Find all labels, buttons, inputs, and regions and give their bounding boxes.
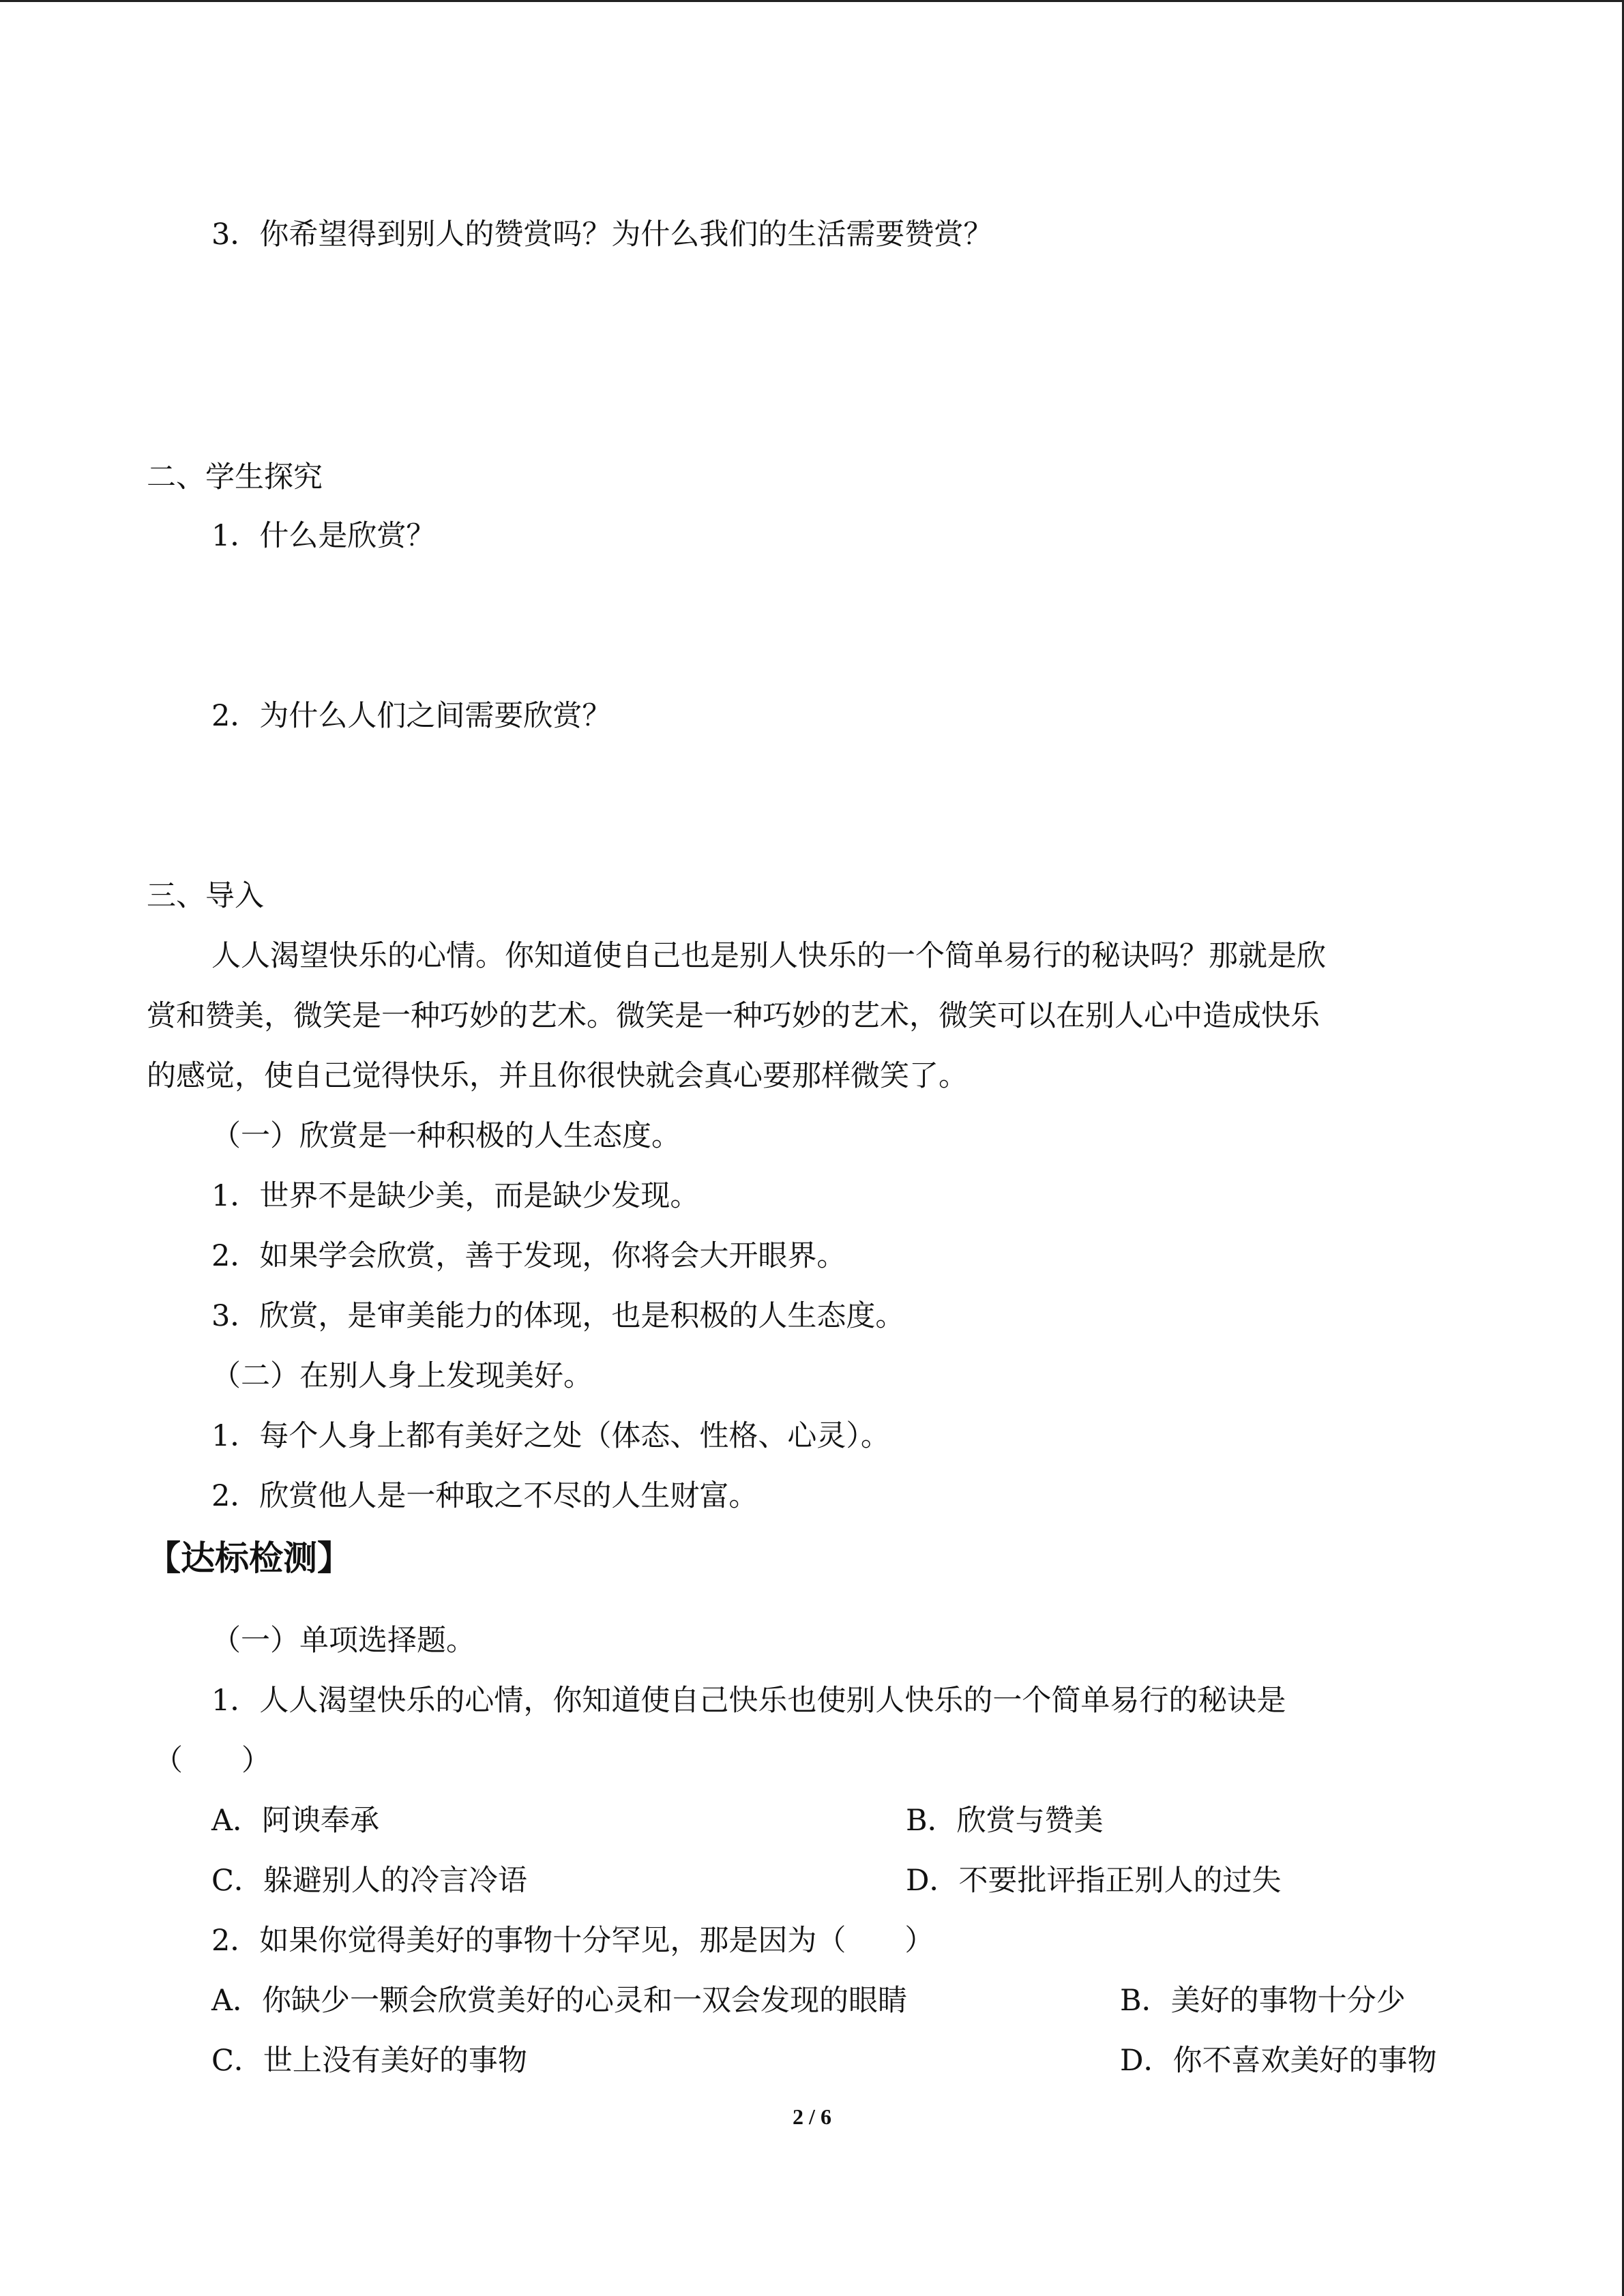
- question-3-intro: 3．你希望得到别人的赞赏吗？为什么我们的生活需要赞赏？: [211, 218, 993, 252]
- subsection-1-title: （一）欣赏是一种积极的人生态度。: [211, 1119, 681, 1153]
- subsection-2-item-1: 1．每个人身上都有美好之处（体态、性格、心灵）。: [211, 1419, 890, 1453]
- test-question-1-line-2: （ ）: [153, 1744, 271, 1778]
- test-part-title: （一）单项选择题。: [211, 1624, 475, 1658]
- section-2-question-2: 2．为什么人们之间需要欣赏？: [211, 699, 612, 733]
- test-q2-option-c: C．世上没有美好的事物: [211, 2044, 527, 2078]
- test-q2-option-a: A．你缺少一颗会欣赏美好的心灵和一双会发现的眼睛: [211, 1984, 908, 2018]
- subsection-2-item-2: 2．欣赏他人是一种取之不尽的人生财富。: [211, 1479, 758, 1513]
- test-section-heading: 【达标检测】: [147, 1538, 351, 1578]
- section-2-question-1: 1．什么是欣赏？: [211, 519, 436, 553]
- page-number: 2 / 6: [793, 2104, 831, 2129]
- test-q1-option-c: C．躲避别人的冷言冷语: [211, 1864, 527, 1898]
- subsection-1-item-3: 3．欣赏，是审美能力的体现，也是积极的人生态度。: [211, 1299, 905, 1333]
- test-q1-option-a: A．阿谀奉承: [211, 1804, 380, 1838]
- test-q1-option-d: D．不要批评指正别人的过失: [906, 1864, 1282, 1898]
- subsection-2-title: （二）在别人身上发现美好。: [211, 1359, 593, 1393]
- section-2-title: 二、学生探究: [147, 460, 323, 494]
- test-question-2: 2．如果你觉得美好的事物十分罕见，那是因为（ ）: [211, 1924, 934, 1958]
- subsection-1-item-1: 1．世界不是缺少美，而是缺少发现。: [211, 1179, 700, 1213]
- test-q2-option-b: B．美好的事物十分少: [1120, 1984, 1406, 2018]
- test-question-1-line-1: 1．人人渴望快乐的心情，你知道使自己快乐也使别人快乐的一个简单易行的秘诀是: [211, 1684, 1286, 1718]
- test-q1-option-b: B．欣赏与赞美: [906, 1804, 1104, 1838]
- test-q2-option-d: D．你不喜欢美好的事物: [1120, 2044, 1437, 2078]
- intro-paragraph-line-2: 赏和赞美，微笑是一种巧妙的艺术。微笑是一种巧妙的艺术，微笑可以在别人心中造成快乐: [147, 999, 1320, 1033]
- intro-paragraph-line-1: 人人渴望快乐的心情。你知道使自己也是别人快乐的一个简单易行的秘诀吗？那就是欣: [211, 939, 1326, 973]
- subsection-1-item-2: 2．如果学会欣赏，善于发现，你将会大开眼界。: [211, 1239, 846, 1273]
- intro-paragraph-line-3: 的感觉，使自己觉得快乐，并且你很快就会真心要那样微笑了。: [147, 1059, 968, 1093]
- section-3-title: 三、导入: [147, 879, 264, 913]
